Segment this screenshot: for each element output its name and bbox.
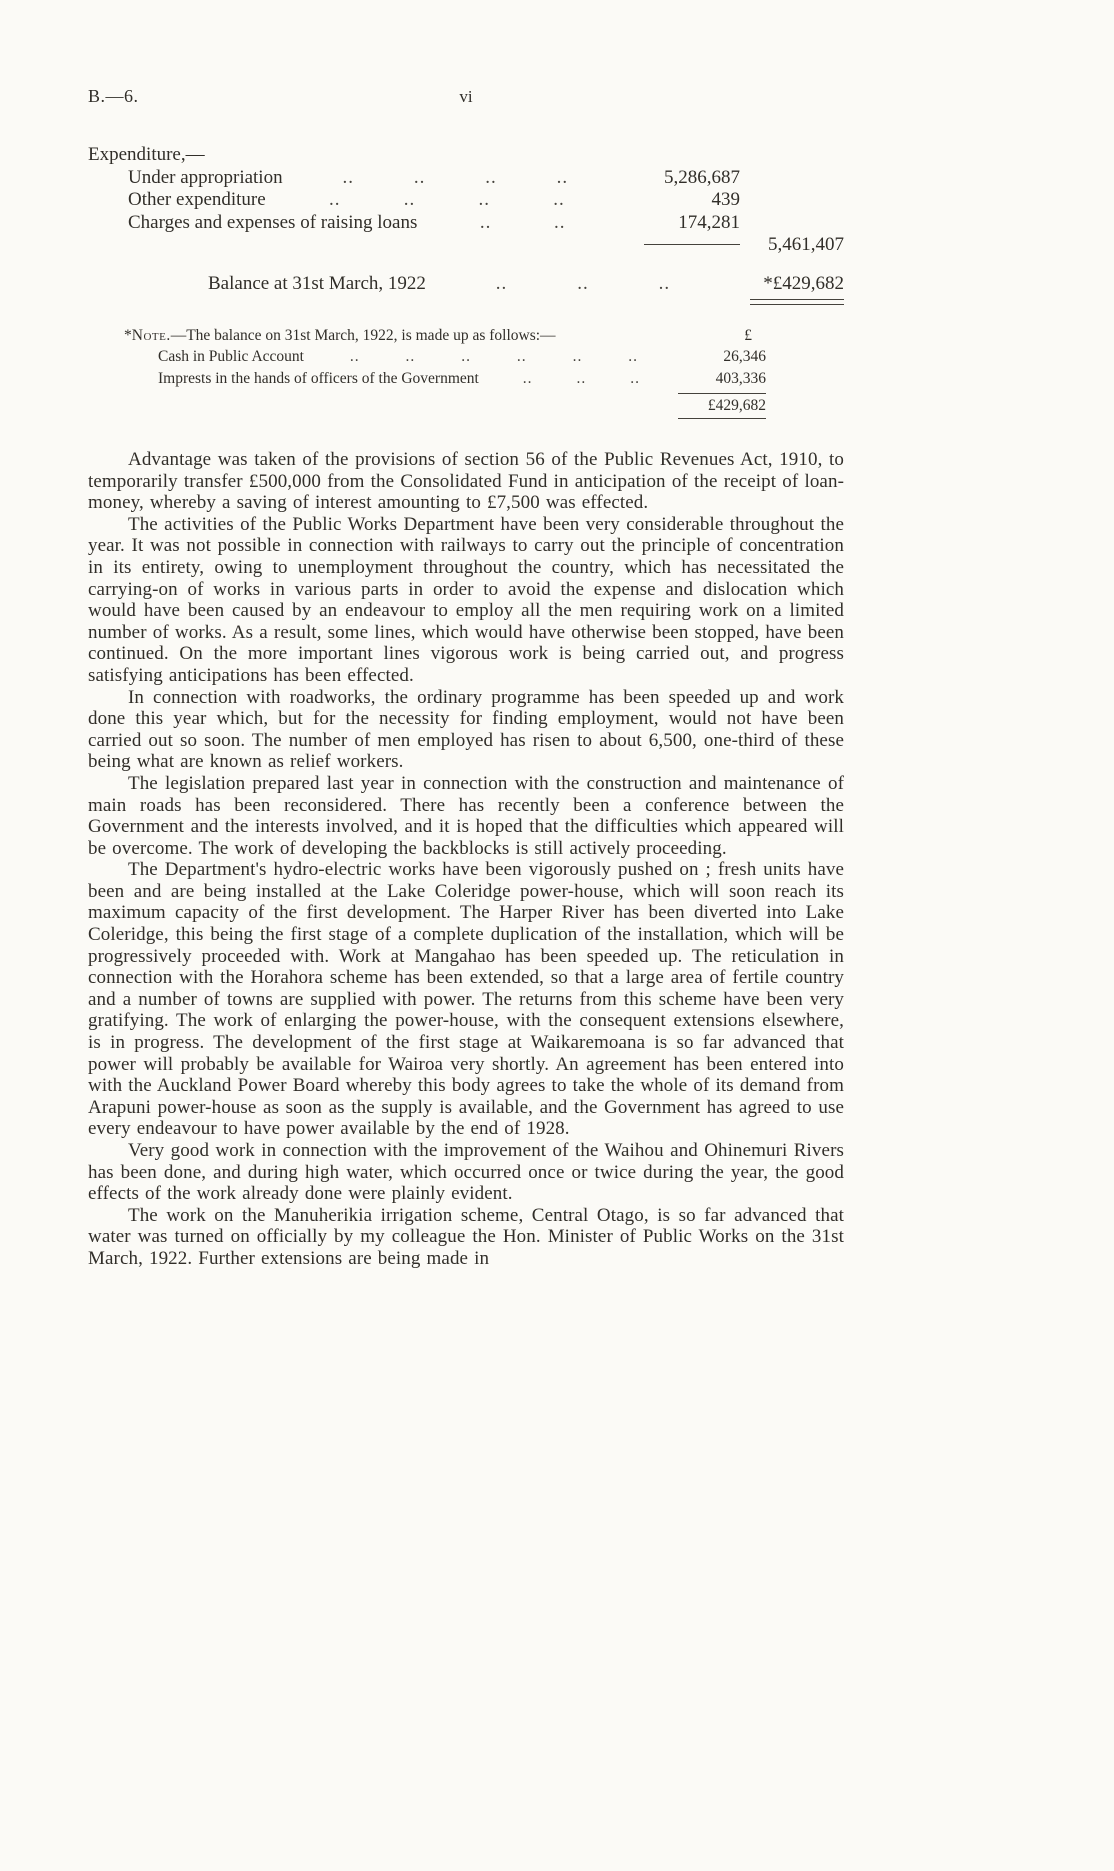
- body-text: [88, 449, 844, 1270]
- page-header: [88, 86, 844, 112]
- amount-col1: 439: [711, 189, 740, 210]
- statement-row: [88, 234, 844, 257]
- footnote-value: 403,336: [715, 369, 766, 387]
- leader-dots: .. .. .. ..: [342, 166, 569, 188]
- statement-row: [88, 212, 844, 235]
- statement-row: [88, 189, 844, 212]
- statement-label: Expenditure,—: [88, 144, 205, 165]
- amount-col2: 5,461,407: [768, 234, 844, 255]
- footnote-value: 26,346: [723, 348, 766, 365]
- footnote-heading: [88, 325, 766, 346]
- footnote-row: [88, 346, 766, 368]
- statement-label: Other expenditure: [128, 189, 266, 210]
- statement-row: [88, 144, 844, 167]
- paragraph: The activities of the Public Works Department have been very considerable throughout the year. It was not possible in connection with railways to carry out the principle of concentration in its entirety, owing to unemployment throughout the country, which has necessitated the carrying-on of works in various parts in order to avoid the expense and dislocation which would have been caused by an endeavour to employ all the men requiring work on a limited number of works. As a result, some lines, which would have otherwise been stopped, have been continued. On the more important lines vigorous work is being carried out, and progress satisfying anticipations has been effected.: [88, 513, 844, 686]
- leader-dots: .. .. ..: [522, 369, 640, 387]
- amount-col2: *£429,682: [763, 272, 844, 294]
- paragraph: The legislation prepared last year in connection with the construction and maintenance of main roads has been reconsidered. There has recently been a conference between the Government and the interests involved, and it is hoped that the difficulties which appeared will be overcome. The work of developing the backblocks is still actively proceeding.: [88, 772, 844, 859]
- footnote-rows: [88, 346, 766, 389]
- page-number: vi: [459, 87, 473, 106]
- page-content: [88, 86, 844, 1270]
- footnote-row: [88, 368, 766, 390]
- leader-dots: .. ..: [479, 211, 566, 233]
- statement-label: Charges and expenses of raising loans: [128, 211, 418, 233]
- statement-label: Balance at 31st March, 1922: [208, 272, 426, 294]
- footnote-total-value: £429,682: [707, 397, 766, 414]
- expenditure-statement: [88, 144, 844, 305]
- leader-dots: .. .. .. ..: [328, 189, 565, 210]
- paragraph: The work on the Manuherikia irrigation scheme, Central Otago, is so far advanced that water was turned on officially by my colleague the Hon. Minister of Public Works on the 31st March, 1922. Further extensions are being made in: [88, 1204, 844, 1269]
- subtotal-rule: [644, 244, 740, 245]
- amount-col1: 5,286,687: [664, 166, 740, 188]
- footnote-label: Cash in Public Account: [158, 348, 304, 365]
- amount-col1: [628, 234, 740, 257]
- double-rule: [88, 299, 844, 305]
- paragraph: Advantage was taken of the provisions of section 56 of the Public Revenues Act, 1910, to temporarily transfer £500,000 from the Consolidated Fund in anticipation of the receipt of loan-money, whereby a saving of interest amounting to £7,500 was effected.: [88, 449, 844, 514]
- leader-dots: .. .. ..: [495, 272, 671, 294]
- paragraph: Very good work in connection with the improvement of the Waihou and Ohinemuri Rivers has been done, and during high water, which occurred once or twice during the year, the good effects of the work already done were plainly evident.: [88, 1140, 844, 1205]
- footnote-star: *: [124, 327, 132, 344]
- footnote-total: [88, 393, 766, 419]
- statement-row: [88, 167, 844, 190]
- footnote-label: Imprests in the hands of officers of the Government: [158, 369, 479, 387]
- currency-column-header: £: [744, 327, 752, 344]
- leader-dots: .. .. .. .. .. ..: [349, 348, 638, 365]
- statement-row: [88, 273, 844, 296]
- footnote-note-word: Note.: [131, 327, 171, 344]
- statement-label: Under appropriation: [128, 166, 283, 188]
- footnote-block: [88, 325, 766, 419]
- paragraph: In connection with roadworks, the ordinary programme has been speeded up and work done this year which, but for the necessity for finding employment, would not have been carried out so soon. The number of men employed has risen to about 6,500, one-third of these being what are known as relief workers.: [88, 686, 844, 773]
- footnote-heading-text: —The balance on 31st March, 1922, is made up as follows:—: [170, 327, 556, 344]
- amount-col1: 174,281: [678, 211, 740, 233]
- statement-rows: [88, 144, 844, 295]
- total-rule-bottom: [678, 418, 766, 419]
- paragraph: The Department's hydro-electric works have been vigorously pushed on ; fresh units have been and are being installed at the Lake Coleridge power-house, which will soon reach its maximum capacity of the first development. The Harper River has been diverted into Lake Coleridge, this being the first stage of a complete duplication of the installation, which will be progressively proceeded with. Work at Mangahao has been speeded up. The reticulation in connection with the Horahora scheme has been extended, so that a large area of fertile country and a number of towns are supplied with power. The returns from this scheme have been very gratifying. The work of enlarging the power-house, with the consequent extensions elsewhere, is in progress. The development of the first stage at Waikaremoana is so far advanced that power will probably be available for Wairoa very shortly. An agreement has been entered into with the Auckland Power Board whereby this body agrees to take the whole of its demand from Arapuni power-house as soon as the supply is available, and the Government has agreed to use every endeavour to have power available by the end of 1928.: [88, 859, 844, 1140]
- report-reference: B.—6.: [88, 86, 139, 106]
